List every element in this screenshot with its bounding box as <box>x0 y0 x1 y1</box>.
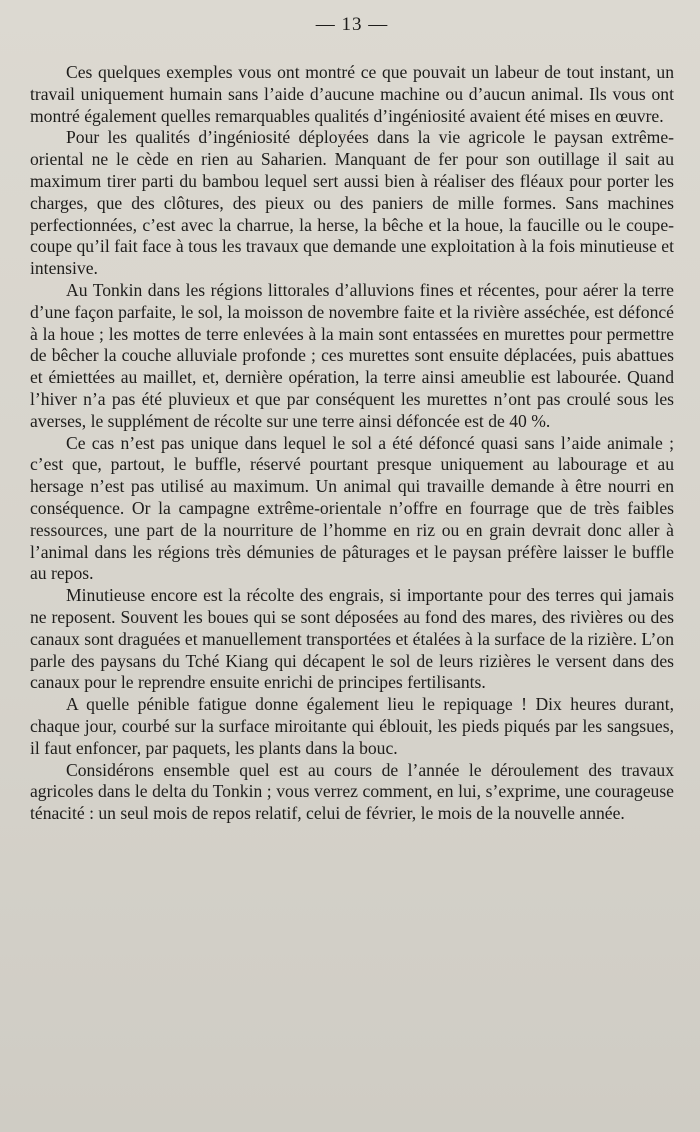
paragraph: Ce cas n’est pas unique dans lequel le sol a été défoncé quasi sans l’aide animale ; c’est que, partout, le buffle, réservé pourtant presque uniquement au labourage et au hersage n’est pas utilisé au maximum. Un animal qui travaille demande à être nourri en conséquence. Or la campagne extrême-orientale n’offre en fourrage que de très faibles ressources, une part de la nourriture de l’homme en riz ou en grain devrait donc aller à l’animal dans les régions très démunies de pâturages et le paysan préfère laisser le buffle au repos. <box>30 432 674 584</box>
page-number: — 13 — <box>315 14 389 35</box>
paragraph: Considérons ensemble quel est au cours de l’année le déroulement des travaux agricoles dans le delta du Tonkin ; vous verrez comment, en lui, s’exprime, une courageuse ténacité : un seul mois de repos relatif, celui de février, le mois de la nouvelle année. <box>30 759 674 824</box>
body-text <box>30 62 674 825</box>
paragraph: Ces quelques exemples vous ont montré ce que pouvait un labeur de tout instant, un travail uniquement humain sans l’aide d’aucune machine ou d’aucun animal. Ils vous ont montré également quelles remarquables qualités d’ingéniosité avaient été mises en œuvre. <box>30 62 674 126</box>
paragraph: A quelle pénible fatigue donne également lieu le repiquage ! Dix heures durant, chaque jour, courbé sur la surface miroitante qui éblouit, les pieds piqués par les sangsues, il faut enfoncer, par paquets, les plants dans la bouc. <box>30 694 674 758</box>
paragraph: Minutieuse encore est la récolte des engrais, si importante pour des terres qui jamais ne reposent. Souvent les boues qui se sont déposées au fond des mares, des rivières ou des canaux sont draguées et manuellement transportées et étalées à la surface de la rizière. L’on parle des paysans du Tché Kiang qui décapent le sol de leurs rizières le versent dans des canaux pour le reprendre ensuite enrichi de principes fertilisants. <box>30 585 674 693</box>
paragraph: Pour les qualités d’ingéniosité déployées dans la vie agricole le paysan extrême-oriental ne le cède en rien au Saharien. Manquant de fer pour son outillage il sait au maximum tirer parti du bambou lequel sert aussi bien à réaliser des fléaux pour porter les charges, que des clôtures, des pieux ou des paniers de mille formes. Sans machines perfectionnées, c’est avec la charrue, la herse, la bêche et la houe, la faucille ou le coupe-coupe qu’il fait face à tous les travaux que demande une exploitation à la fois minutieuse et intensive. <box>30 127 674 279</box>
paragraph: Au Tonkin dans les régions littorales d’alluvions fines et récentes, pour aérer la terre d’une façon parfaite, le sol, la moisson de novembre faite et la rivière asséchée, est défoncé à la houe ; les mottes de terre enlevées à la main sont entassées en murettes pour permettre de bêcher la couche alluviale profonde ; ces murettes sont ensuite déplacées, puis abattues et émiettées au maillet, et, dernière opération, la terre ainsi ameublie est labourée. Quand l’hiver n’a pas été pluvieux et que par conséquent les murettes n’ont pas croulé sous les averses, le supplément de récolte sur une terre ainsi défoncée est de 40 %. <box>30 279 674 431</box>
